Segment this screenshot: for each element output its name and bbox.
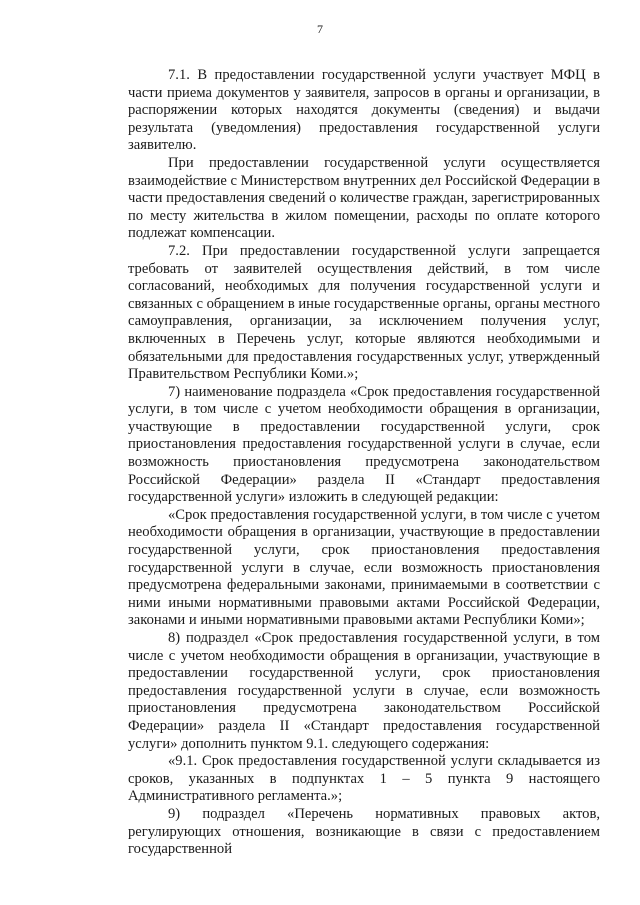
paragraph-item-9: 9) подраздел «Перечень нормативных правовых актов, регулирующих отношения, возникающие в связи с предоставлением государственной [128,805,600,858]
paragraph-mvd-interaction: При предоставлении государственной услуги осуществляется взаимодействие с Министерством внутренних дел Российской Федерации в части предоставления сведений о количестве граждан, зарегистрированных по месту жительства в жилом помещении, расходы по оплате которого подлежат компенсации. [128,154,600,242]
paragraph-9-1-quote: «9.1. Срок предоставления государственной услуги складывается из сроков, указанных в подпунктах 1 – 5 пункта 9 настоящего Административного регламента.»; [128,753,600,805]
paragraph-7-1: 7.1. В предоставлении государственной услуги участвует МФЦ в части приема документов у заявителя, запросов в органы и организации, в распоряжении которых находятся документы (сведения) и выдачи результата (уведомления) предоставления государственной услуги заявителю. [128,67,600,154]
paragraph-7-2: 7.2. При предоставлении государственной услуги запрещается требовать от заявителей осуществления действий, в том числе согласований, необходимых для получения государственной услуги и связанных с обращением в иные государственные органы, органы местного самоуправления, организации, за исключением получения услуг, включенных в Перечень услуг, которые являются необходимыми и обязательными для предоставления государственных услуг, утвержденный Правительством Республики Коми.»; [128,242,600,383]
document-body [128,67,600,859]
paragraph-item-7: 7) наименование подраздела «Срок предоставления государственной услуги, в том числе с учетом необходимости обращения в организации, участвующие в предоставлении государственной услуги, срок приостановления предоставления государственной услуги в случае, если возможность приостановления предусмотрена законодательством Российской Федерации» раздела II «Стандарт предоставления государственной услуги» изложить в следующей редакции: [128,383,600,506]
page-number: 7 [317,22,323,36]
paragraph-item-8: 8) подраздел «Срок предоставления государственной услуги, в том числе с учетом необходимости обращения в организации, участвующие в предоставлении государственной услуги, срок приостановления предоставления государственной услуги в случае, если возможность приостановления предусмотрена законодательством Российской Федерации» раздела II «Стандарт предоставления государственной услуги» дополнить пунктом 9.1. следующего содержания: [128,630,600,752]
paragraph-new-title-quote: «Срок предоставления государственной услуги, в том числе с учетом необходимости обращения в организации, участвующие в предоставлении государственной услуги, срок приостановления предоставления государственной услуги в случае, если возможность приостановления предусмотрена федеральными законами, принимаемыми в соответствии с ними иными нормативными правовыми актами Российской Федерации, законами и иными нормативными правовыми актами Республики Коми»; [128,506,600,629]
